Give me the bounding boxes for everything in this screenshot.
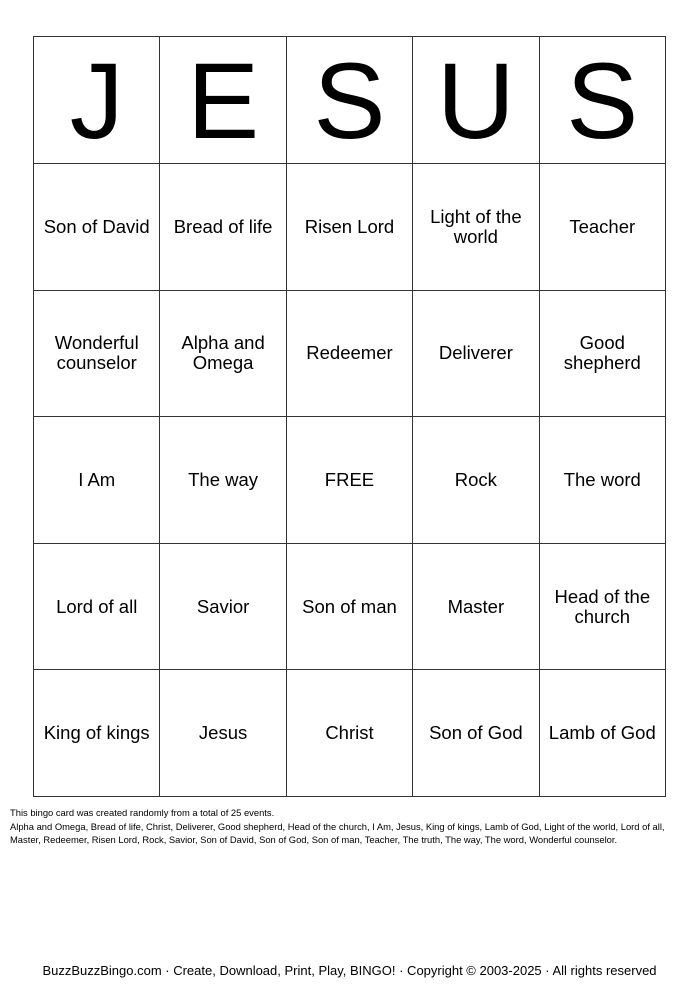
card-cell: I Am — [34, 417, 160, 544]
card-cell: King of kings — [34, 670, 160, 797]
card-cell: Master — [413, 543, 539, 670]
card-cell: The word — [539, 417, 665, 544]
card-cell: Bread of life — [160, 164, 286, 291]
card-row — [34, 543, 666, 670]
card-cell: Son of God — [413, 670, 539, 797]
card-cell: Redeemer — [286, 290, 412, 417]
card-cell: Risen Lord — [286, 164, 412, 291]
header-letter: E — [160, 37, 286, 164]
card-row — [34, 290, 666, 417]
free-cell: FREE — [286, 417, 412, 544]
card-cell: Lamb of God — [539, 670, 665, 797]
card-cell: Son of man — [286, 543, 412, 670]
bingo-card — [33, 36, 666, 797]
header-letter: S — [539, 37, 665, 164]
card-cell: Teacher — [539, 164, 665, 291]
card-cell: Christ — [286, 670, 412, 797]
header-letter: J — [34, 37, 160, 164]
card-row — [34, 417, 666, 544]
card-cell: Head of the church — [539, 543, 665, 670]
note-event-list: Alpha and Omega, Bread of life, Christ, Deliverer, Good shepherd, Head of the church, I Am, Jesus, King of kings, Lamb of God, Light of the world, Lord of all, Master, Redeemer, Risen Lord, Rock, Savior, Son of David, Son of God, Son of man, Teacher, The truth, The way, The word, Wonderful counselor. — [10, 820, 665, 845]
note-summary: This bingo card was created randomly from a total of 25 events. — [10, 807, 275, 818]
header-row — [34, 37, 666, 164]
card-row — [34, 164, 666, 291]
card-row — [34, 670, 666, 797]
card-cell: Jesus — [160, 670, 286, 797]
card-cell: Deliverer — [413, 290, 539, 417]
card-cell: Rock — [413, 417, 539, 544]
card-cell: Son of David — [34, 164, 160, 291]
card-cell: Alpha and Omega — [160, 290, 286, 417]
card-cell: Lord of all — [34, 543, 160, 670]
card-cell: Light of the world — [413, 164, 539, 291]
card-cell: Good shepherd — [539, 290, 665, 417]
header-letter: S — [286, 37, 412, 164]
header-letter: U — [413, 37, 539, 164]
card-cell: Wonderful counselor — [34, 290, 160, 417]
card-cell: Savior — [160, 543, 286, 670]
card-cell: The way — [160, 417, 286, 544]
footer-text: BuzzBuzzBingo.com · Create, Download, Print, Play, BINGO! · Copyright © 2003-2025 · All rights reserved — [42, 963, 657, 978]
card-note — [10, 806, 690, 847]
